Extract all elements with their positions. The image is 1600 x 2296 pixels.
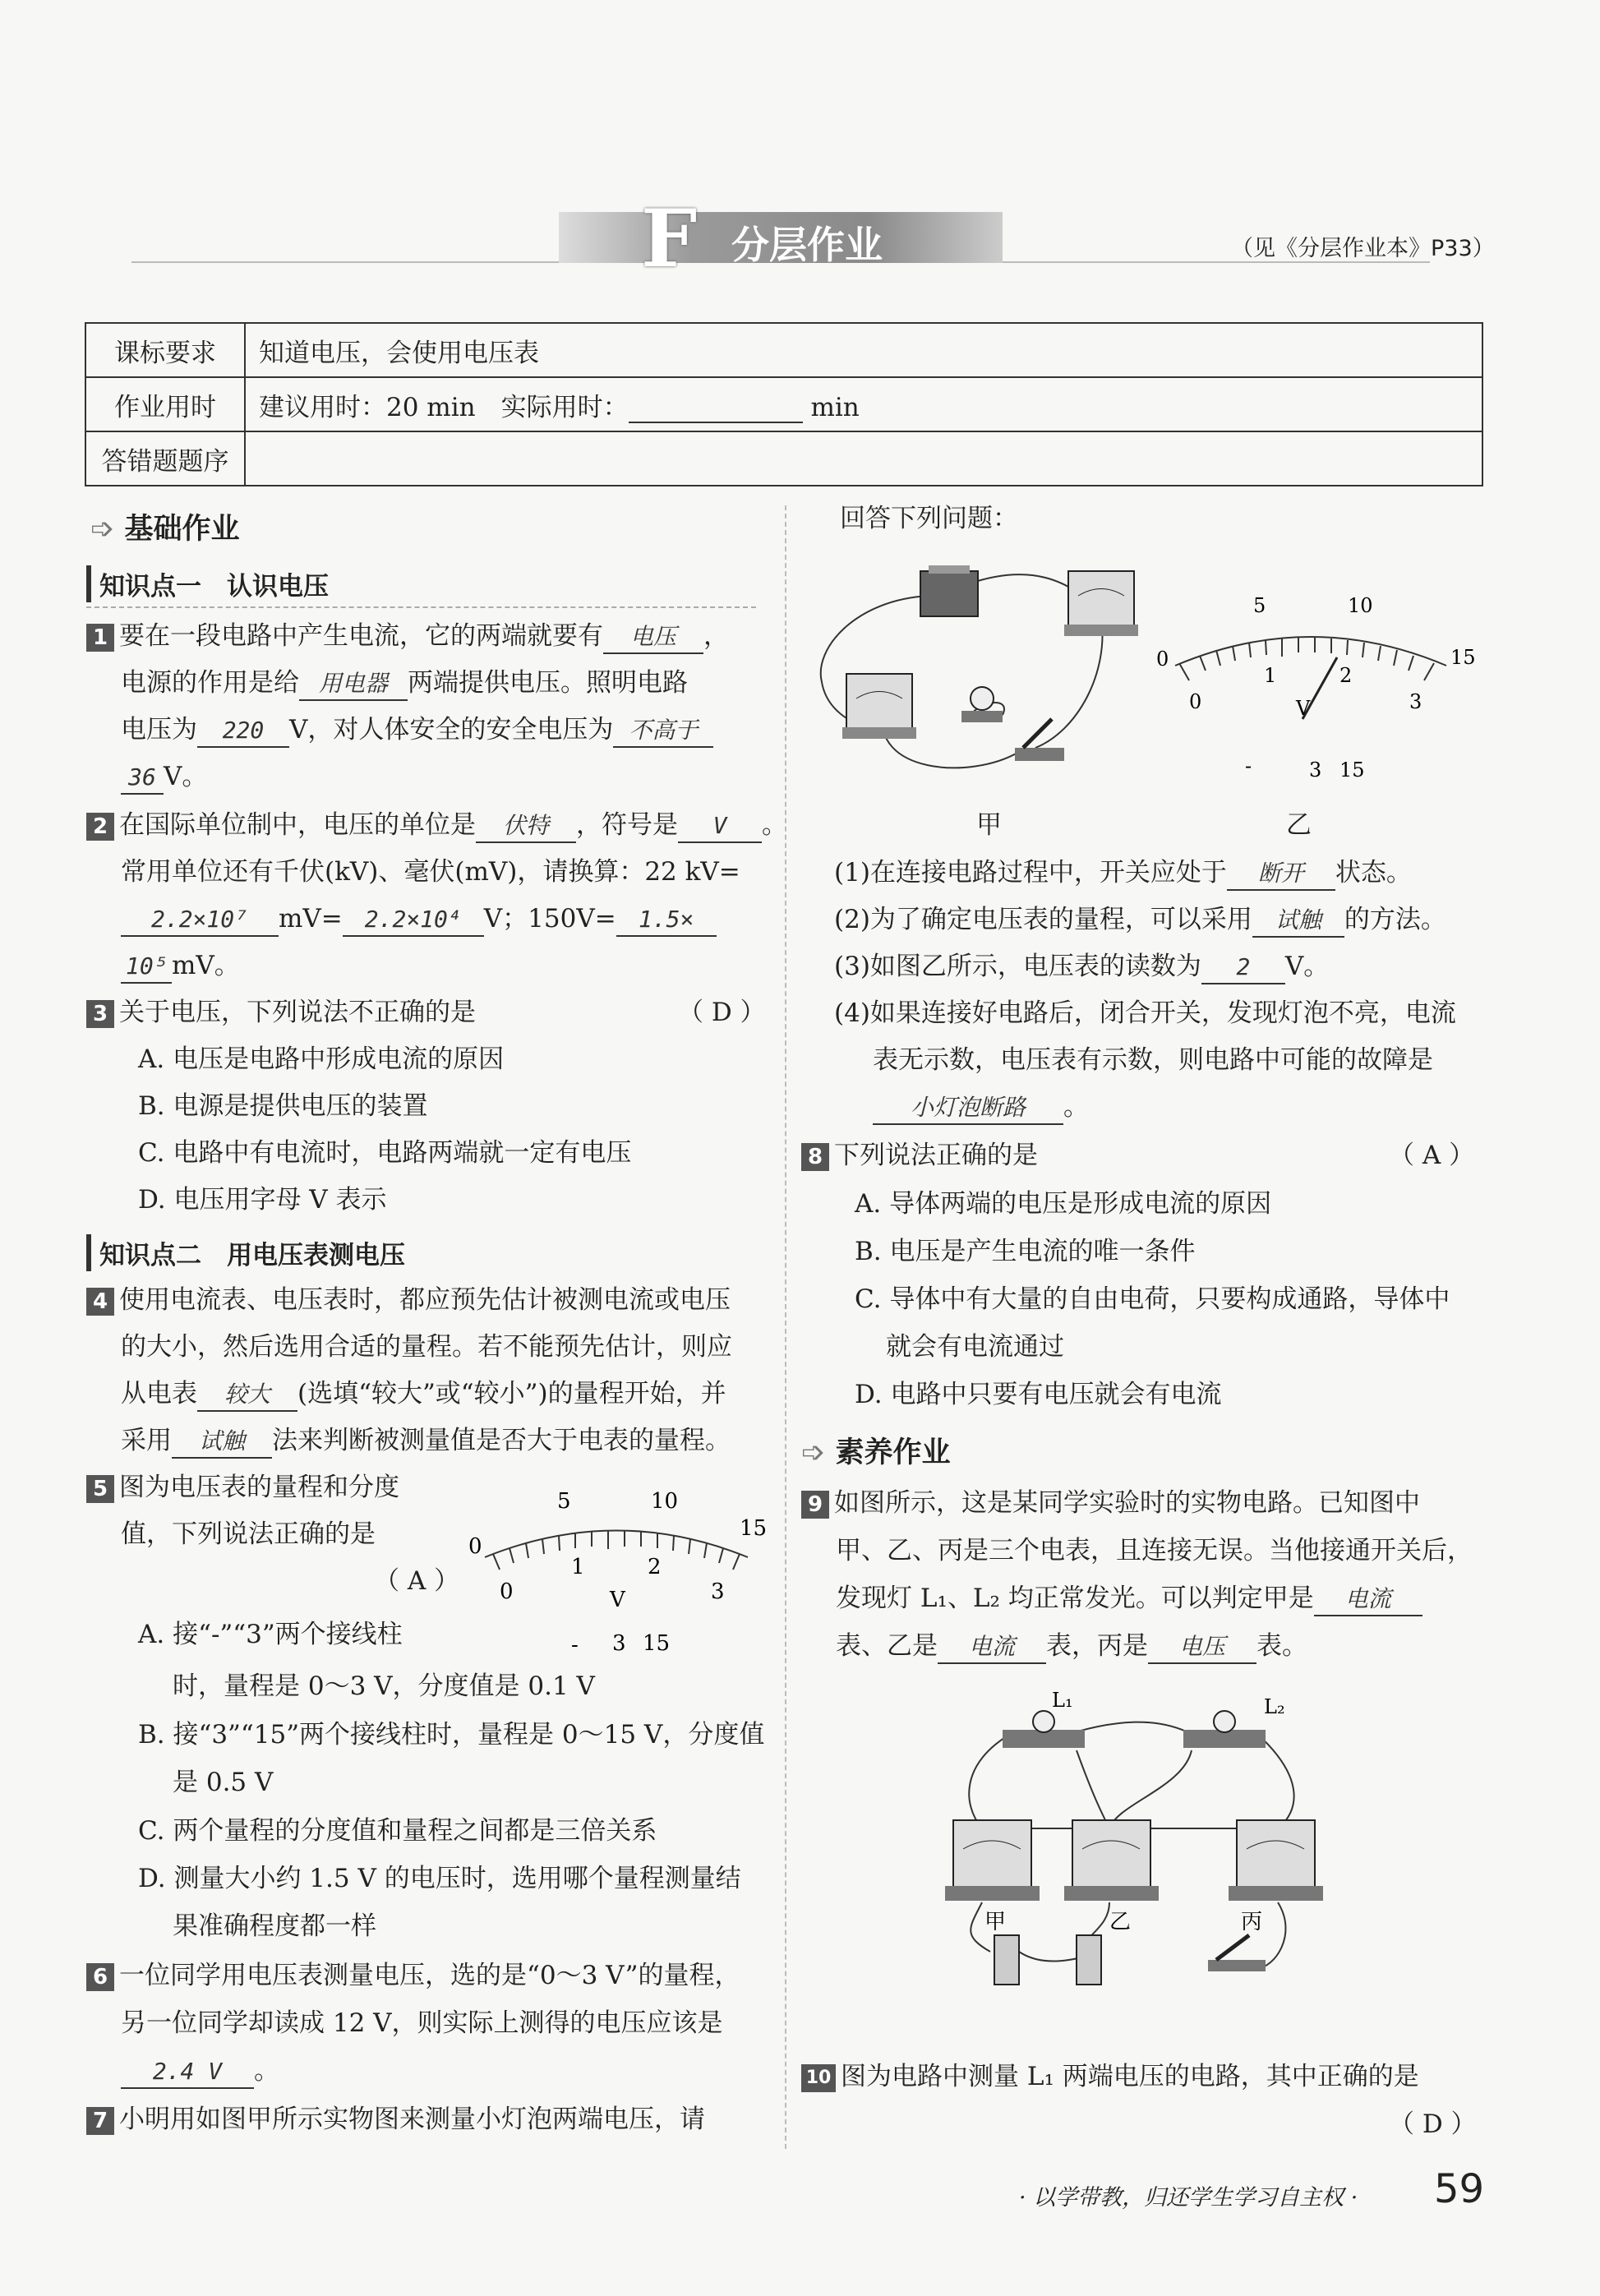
q2-text: ，符号是 <box>576 810 678 840</box>
dial-bottom-label: 0 <box>1189 690 1202 713</box>
page-number: 59 <box>1434 2166 1485 2212</box>
requirement-table <box>85 322 1483 486</box>
q7-number: 7 <box>86 2107 114 2135</box>
q1-text: 两端提供电压。照明电路 <box>408 668 688 698</box>
row-label: 作业用时 <box>85 377 245 431</box>
q4-text: 法来判断被测量值是否大于电表的量程。 <box>272 1426 731 1455</box>
q1-answer-3[interactable]: 220 <box>197 715 289 748</box>
knowledge-point-1: 知识点一 认识电压 <box>86 565 329 602</box>
q4-answer-1[interactable]: 较大 <box>197 1379 297 1412</box>
terminal-label: - <box>571 1633 579 1657</box>
q1-answer-4[interactable]: 不高于 <box>613 715 713 748</box>
q7-text: 的方法。 <box>1344 905 1446 934</box>
dial-bottom-label: 1 <box>571 1555 585 1579</box>
q5-answer: （ A ） <box>374 1566 460 1596</box>
q5-option-c: C. 两个量程的分度值和量程之间都是三倍关系 <box>138 1816 657 1846</box>
q2-text: 。 <box>762 810 787 840</box>
q1-line3 <box>121 714 713 748</box>
q3-option: A. 电压是电路中形成电流的原因 <box>138 1044 505 1074</box>
footer-slogan: · 以学带教，归还学生学习自主权 · <box>1019 2185 1358 2211</box>
q2-answer-6[interactable]: 10⁵ <box>121 951 172 984</box>
dial-unit: V <box>610 1588 625 1612</box>
q5-option-a-cont: 时，量程是 0～3 V，分度值是 0.1 V <box>173 1671 595 1701</box>
q7-text: V。 <box>1284 952 1330 981</box>
dial-bottom-label: 2 <box>1339 664 1353 687</box>
figure-label-yi: 乙 <box>1286 810 1312 840</box>
switch-icon <box>1208 1935 1266 1971</box>
dial-ticks <box>493 1531 740 1570</box>
q9-text: 发现灯 L₁、L₂ 均正常发光。可以判定甲是 <box>836 1584 1314 1613</box>
q2-line2: 常用单位还有千伏(kV)、毫伏(mV)，请换算：22 kV= <box>121 857 740 887</box>
row-label: 课标要求 <box>85 323 245 377</box>
q5-line1 <box>86 1472 399 1503</box>
q8-option-cont: 就会有电流通过 <box>886 1332 1064 1362</box>
q9-line3 <box>836 1583 1422 1616</box>
dial-top-label: 5 <box>1253 594 1266 617</box>
q4-text: 采用 <box>121 1426 172 1455</box>
q1-number: 1 <box>86 624 114 652</box>
bulb-l1-icon <box>1003 1711 1085 1748</box>
q6-line3 <box>121 2055 279 2089</box>
q1-answer-5[interactable]: 36 <box>121 762 164 795</box>
q2-answer-5[interactable]: 1.5× <box>616 904 717 937</box>
q7-text: 。 <box>1063 1092 1089 1122</box>
q7-text: (3)如图乙所示，电压表的读数为 <box>834 952 1201 981</box>
q7-answer-4[interactable]: 小灯泡断路 <box>873 1092 1063 1125</box>
q9-number: 9 <box>801 1491 829 1519</box>
q7-sub1 <box>834 857 1412 891</box>
label-bing: 丙 <box>1241 1910 1263 1934</box>
q7-answer-2[interactable]: 试触 <box>1252 905 1344 938</box>
q1-text: ， <box>703 621 729 651</box>
q7-text: 小明用如图甲所示实物图来测量小灯泡两端电压，请 <box>119 2105 705 2134</box>
q9-text: 表、乙是 <box>836 1631 938 1661</box>
q7-text: (2)为了确定电压表的量程，可以采用 <box>834 905 1252 934</box>
basic-section-label: 基础作业 <box>124 513 240 546</box>
q8-answer: （ A ） <box>1389 1141 1475 1170</box>
q6-text: 一位同学用电压表测量电压，选的是“0～3 V”的量程， <box>119 1961 740 1990</box>
row-value: 知道电压，会使用电压表 <box>245 323 1482 377</box>
time-text: 建议用时：20 min 实际用时： <box>259 392 629 422</box>
q4-text: 从电表 <box>121 1379 197 1408</box>
q6-number: 6 <box>86 1963 114 1991</box>
q9-answer-3[interactable]: 电压 <box>1148 1631 1256 1664</box>
q1-line1 <box>86 620 729 654</box>
figure-label-jia: 甲 <box>976 810 1002 840</box>
page-title: 分层作业 <box>731 223 883 267</box>
q7-answer-1[interactable]: 断开 <box>1227 858 1335 891</box>
q8-number: 8 <box>801 1143 829 1171</box>
q8-option: B. 电压是产生电流的唯一条件 <box>855 1237 1196 1266</box>
q5-text: 图为电压表的量程和分度 <box>119 1473 399 1502</box>
q7-text: 状态。 <box>1335 858 1412 888</box>
q4-answer-2[interactable]: 试触 <box>172 1426 272 1459</box>
q3-text: 关于电压，下列说法不正确的是 <box>119 998 476 1027</box>
q1-line4 <box>121 761 207 795</box>
q6-line1 <box>86 1960 740 1991</box>
q3-option: B. 电源是提供电压的装置 <box>138 1091 428 1121</box>
q5-option-d-cont: 果准确程度都一样 <box>173 1911 376 1941</box>
q3-number: 3 <box>86 1000 114 1028</box>
actual-time-field[interactable] <box>629 397 803 423</box>
q7-sub2 <box>834 904 1446 938</box>
q4-number: 4 <box>86 1288 114 1316</box>
q7-sub4-line2: 表无示数，电压表有示数，则电路中可能的故障是 <box>873 1045 1433 1075</box>
q7-sub4-line3 <box>873 1091 1089 1125</box>
q5-option-b-cont: 是 0.5 V <box>173 1768 274 1797</box>
dial-bottom-label: 2 <box>648 1555 662 1579</box>
meter-bing-icon <box>1229 1820 1323 1901</box>
label-l1: L₁ <box>1052 1689 1073 1712</box>
q2-answer-2[interactable]: V <box>678 810 762 843</box>
q8-option: D. 电路中只要有电压就会有电流 <box>855 1380 1222 1409</box>
dial-bottom-label: 3 <box>1409 690 1422 713</box>
q2-text: mV= <box>279 904 343 934</box>
dial-bottom-label: 1 <box>1264 664 1277 687</box>
q6-line2: 另一位同学却读成 12 V，则实际上测得的电压应该是 <box>121 2008 723 2038</box>
dial-top-label: 15 <box>1450 646 1476 669</box>
label-yi: 乙 <box>1109 1910 1132 1934</box>
dial-top-label: 10 <box>651 1489 679 1514</box>
q1-answer-1[interactable]: 电压 <box>603 621 703 654</box>
dial-unit: V <box>1296 697 1311 720</box>
q3-option: D. 电压用字母 V 表示 <box>138 1185 387 1215</box>
q6-answer[interactable]: 2.4 V <box>121 2056 254 2089</box>
row-label: 答错题题序 <box>85 431 245 486</box>
q2-answer-3[interactable]: 2.2×10⁷ <box>121 904 279 937</box>
q1-answer-2[interactable]: 用电器 <box>299 668 408 701</box>
q10-answer: （ D ） <box>1389 2109 1477 2139</box>
q2-answer-4[interactable]: 2.2×10⁴ <box>343 904 484 937</box>
q9-answer-1[interactable]: 电流 <box>1314 1584 1422 1616</box>
dial-top-label: 0 <box>1156 648 1169 671</box>
terminal-label: 15 <box>643 1631 671 1656</box>
battery-icon <box>994 1935 1101 1985</box>
arrow-icon: ➩ <box>801 1436 826 1469</box>
q4-text: (选填“较大”或“较小”)的量程开始，并 <box>297 1379 726 1408</box>
q9-text: 如图所示，这是某同学实验时的实物电路。已知图中 <box>834 1488 1420 1518</box>
header-reference: （见《分层作业本》P33） <box>1231 236 1495 261</box>
meter-yi-icon <box>1064 1820 1159 1901</box>
dial-bottom-label: 3 <box>711 1579 725 1604</box>
q7-sub4-line1: (4)如果连接好电路后，闭合开关，发现灯泡不亮，电流 <box>834 998 1456 1028</box>
q4-line1 <box>86 1284 731 1316</box>
q5-line2: 值，下列说法正确的是 <box>121 1519 376 1549</box>
column-divider <box>785 505 786 2149</box>
q9-answer-2[interactable]: 电流 <box>938 1631 1046 1664</box>
quality-section-title <box>801 1430 951 1471</box>
q9-text: 表，丙是 <box>1046 1631 1148 1661</box>
divider <box>86 606 756 608</box>
q2-text: V；150V= <box>483 904 616 934</box>
q1-text: 要在一段电路中产生电流，它的两端就要有 <box>119 621 603 651</box>
terminal-label: 3 <box>1309 758 1322 781</box>
q7-figure-circuit <box>805 551 1159 805</box>
q8-text: 下列说法正确的是 <box>834 1141 1038 1170</box>
dial-bottom-label: 0 <box>500 1579 514 1604</box>
row-value <box>245 377 1482 431</box>
q10-number: 10 <box>801 2064 836 2092</box>
q4-line4 <box>121 1425 731 1459</box>
arrow-icon: ➩ <box>90 513 115 546</box>
q2-text: 在国际单位制中，电压的单位是 <box>119 810 476 840</box>
dial-top-label: 15 <box>740 1516 768 1541</box>
q7-sub3 <box>834 951 1329 984</box>
table-row <box>85 377 1482 431</box>
q7-line1 <box>86 2104 705 2135</box>
table-row <box>85 431 1482 486</box>
q4-line2: 的大小，然后选用合适的量程。若不能预先估计，则应 <box>121 1332 732 1362</box>
battery-icon <box>920 565 978 616</box>
ammeter-icon <box>842 674 916 739</box>
dial-top-label: 5 <box>557 1489 571 1514</box>
q1-text: 电源的作用是给 <box>121 668 299 698</box>
q2-line3 <box>121 903 717 937</box>
q10-text: 图为电路中测量 L₁ 两端电压的电路，其中正确的是 <box>841 2062 1419 2091</box>
q4-text: 使用电流表、电压表时，都应预先估计被测电流或电压 <box>119 1285 731 1315</box>
q3-stem <box>86 997 476 1028</box>
bulb-icon <box>961 687 1003 722</box>
q2-line1 <box>86 809 787 843</box>
q9-line2: 甲、乙、丙是三个电表，且连接无误。当他接通开关后， <box>836 1536 1473 1565</box>
q1-text: V。 <box>164 762 208 791</box>
label-l2: L₂ <box>1264 1695 1285 1718</box>
table-row <box>85 323 1482 377</box>
q2-answer-1[interactable]: 伏特 <box>476 810 576 843</box>
q2-text: mV。 <box>172 951 240 980</box>
switch-icon <box>1015 719 1064 761</box>
meter-jia-icon <box>945 1820 1040 1901</box>
q1-text: 电压为 <box>121 715 197 745</box>
q9-text: 表。 <box>1256 1631 1307 1661</box>
terminal-label: - <box>1245 754 1252 777</box>
q5-option-b: B. 接“3”“15”两个接线柱时，量程是 0～15 V，分度值 <box>138 1720 765 1750</box>
q1-line2 <box>121 667 688 701</box>
q5-number: 5 <box>86 1475 114 1503</box>
terminal-label: 3 <box>612 1631 626 1656</box>
label-jia: 甲 <box>984 1910 1007 1934</box>
q2-line4 <box>121 950 240 984</box>
terminal-label: 15 <box>1339 758 1365 781</box>
q7-answer-3[interactable]: 2 <box>1201 952 1285 984</box>
q9-line1 <box>801 1487 1420 1519</box>
q7-line2: 回答下列问题： <box>840 504 1018 533</box>
q5-option-a: A. 接“-”“3”两个接线柱 <box>138 1620 403 1649</box>
time-unit: min <box>810 392 860 422</box>
knowledge-point-2: 知识点二 用电压表测电压 <box>86 1234 405 1271</box>
q4-line3 <box>121 1378 726 1412</box>
basic-section-title <box>90 506 240 547</box>
q7-text: (1)在连接电路过程中，开关应处于 <box>834 858 1227 888</box>
q5-option-d: D. 测量大小约 1.5 V 的电压时，选用哪个量程测量结 <box>138 1864 741 1893</box>
q8-stem <box>801 1140 1038 1171</box>
quality-section-label: 素养作业 <box>835 1436 951 1469</box>
voltmeter-icon <box>1064 571 1138 636</box>
q8-option: C. 导体中有大量的自由电荷，只要构成通路，导体中 <box>855 1284 1450 1314</box>
q5-voltmeter-dial <box>460 1471 772 1676</box>
header-badge: F <box>641 192 698 285</box>
q9-line4 <box>836 1630 1307 1664</box>
q3-option: C. 电路中有电流时，电路两端就一定有电压 <box>138 1138 632 1168</box>
q7-figure-dial <box>1155 575 1483 805</box>
q1-text: V，对人体安全的安全电压为 <box>289 715 614 745</box>
q9-circuit-figure <box>912 1689 1323 2001</box>
dial-top-label: 10 <box>1348 594 1373 617</box>
row-value <box>245 431 1482 486</box>
q6-text: 。 <box>254 2056 279 2086</box>
bulb-l2-icon <box>1183 1711 1266 1748</box>
q2-number: 2 <box>86 813 114 841</box>
q3-answer: （ D ） <box>678 998 766 1027</box>
dial-top-label: 0 <box>468 1534 482 1559</box>
q8-option: A. 导体两端的电压是形成电流的原因 <box>855 1189 1272 1219</box>
q10-stem <box>801 2061 1419 2092</box>
